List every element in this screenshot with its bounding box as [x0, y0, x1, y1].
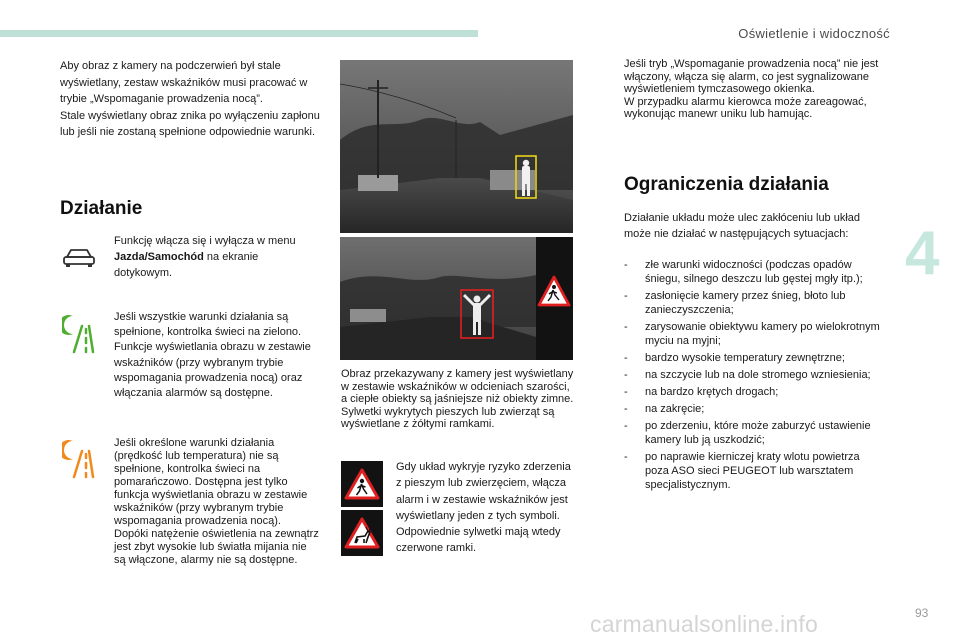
heading-ograniczenia: Ograniczenia działania — [624, 174, 829, 195]
animal-warning-icon — [341, 510, 383, 556]
watermark: carmanualsonline.info — [590, 611, 818, 637]
night-vision-green-indicator-icon — [62, 312, 96, 356]
page-number: 93 — [915, 606, 929, 620]
section-title: Oświetlenie i widoczność — [738, 26, 890, 41]
heading-dzialanie: Działanie — [60, 198, 143, 219]
list-item: - zarysowanie obiektywu kamery po wielokrotnym myciu na myjni; — [624, 320, 886, 348]
pedestrian-warning-icon — [341, 461, 383, 507]
limitations-list — [624, 258, 886, 495]
list-item: - na bardzo krętych drogach; — [624, 385, 886, 399]
limitations-lead: Działanie układu może ulec zakłóceniu lub układ może nie działać w następujących sytuacjach: — [624, 212, 861, 241]
list-item: - zasłonięcie kamery przez śnieg, błoto lub zanieczyszczenia; — [624, 289, 886, 317]
collision-alert-text: Gdy układ wykryje ryzyko zderzenia z pieszym lub zwierzęciem, włącza alarm i w zestawie wskaźników jest wyświetlany jeden z tych symboli. Odpowiednie sylwetki mają wtedy czerwone ramki. — [396, 461, 571, 555]
list-item: - po zderzeniu, które może zaburzyć ustawienie kamery lub ją uszkodzić; — [624, 419, 886, 447]
thermal-camera-image-alert — [340, 237, 573, 360]
list-item: - na szczycie lub na dole stromego wzniesienia; — [624, 368, 886, 382]
list-item: - po naprawie kierniczej kraty wlotu powietrza poza ASO sieci PEUGEOT lub warsztatem specjalistycznym. — [624, 450, 886, 492]
operation-item-orange: Jeśli określone warunki działania (prędkość lub temperatura) nie są spełnione, kontrolka świeci na pomarańczowo. Dostępna jest tylko funkcja wyświetlania obrazu w zestawie wskaźników (przy wybranym trybie wspomagania prowadzenia nocą). Dopóki natężenie oświetlenia na zewnątrz jest zbyt wysokie lub światła mijania nie są włączone, alarmy nie są dostępne. — [114, 437, 319, 566]
list-item: - na zakręcie; — [624, 402, 886, 416]
menu-name: Jazda/Samochód — [114, 251, 204, 263]
night-vision-orange-indicator-icon — [62, 437, 96, 481]
operation-item-menu — [114, 233, 312, 281]
operation-item-green: Jeśli wszystkie warunki działania są spełnione, kontrolka świeci na zielono. Funkcje wyświetlania obrazu w zestawie wskaźników (przy wybranym trybie wspomagania prowadzenia nocą) oraz włączania alarmów są dostępne. — [114, 311, 311, 400]
chapter-number: 4 — [905, 219, 940, 288]
intro-paragraph: Aby obraz z kamery na podczerwień był stale wyświetlany, zestaw wskaźników musi pracować w trybie „Wspomaganie prowadzenia nocą”. Stale wyświetlany obraz znika po wyłączeniu zapłonu lub jeśli nie zostaną spełnione odpowiednie warunki. — [60, 60, 320, 138]
list-item: - złe warunki widoczności (podczas opadów śniegu, silnego deszczu lub gęstej mgły itp.); — [624, 258, 886, 286]
car-icon — [62, 247, 96, 267]
alarm-paragraph: Jeśli tryb „Wspomaganie prowadzenia nocą” nie jest włączony, włącza się alarm, co jest sygnalizowane wyświetleniem tymczasowego okienka. W przypadku alarmu kierowca może zareagować, wykonując manewr uniku lub hamując. — [624, 58, 879, 120]
header-accent-bar — [0, 30, 478, 37]
camera-image-caption: Obraz przekazywany z kamery jest wyświetlany w zestawie wskaźników w odcieniach szarości, a ciepłe obiekty są jaśniejsze niż obiekty zimne. Sylwetki wykrytych pieszych lub zwierząt są wyświetlane z żółtymi ramkami. — [341, 368, 574, 431]
list-item: - bardzo wysokie temperatury zewnętrzne; — [624, 351, 886, 365]
item-text-pre: Funkcję włącza się i wyłącza w menu — [114, 235, 296, 247]
item-text-post: na ekranie dotykowym. — [114, 251, 259, 279]
thermal-camera-image-pedestrian — [340, 60, 573, 233]
